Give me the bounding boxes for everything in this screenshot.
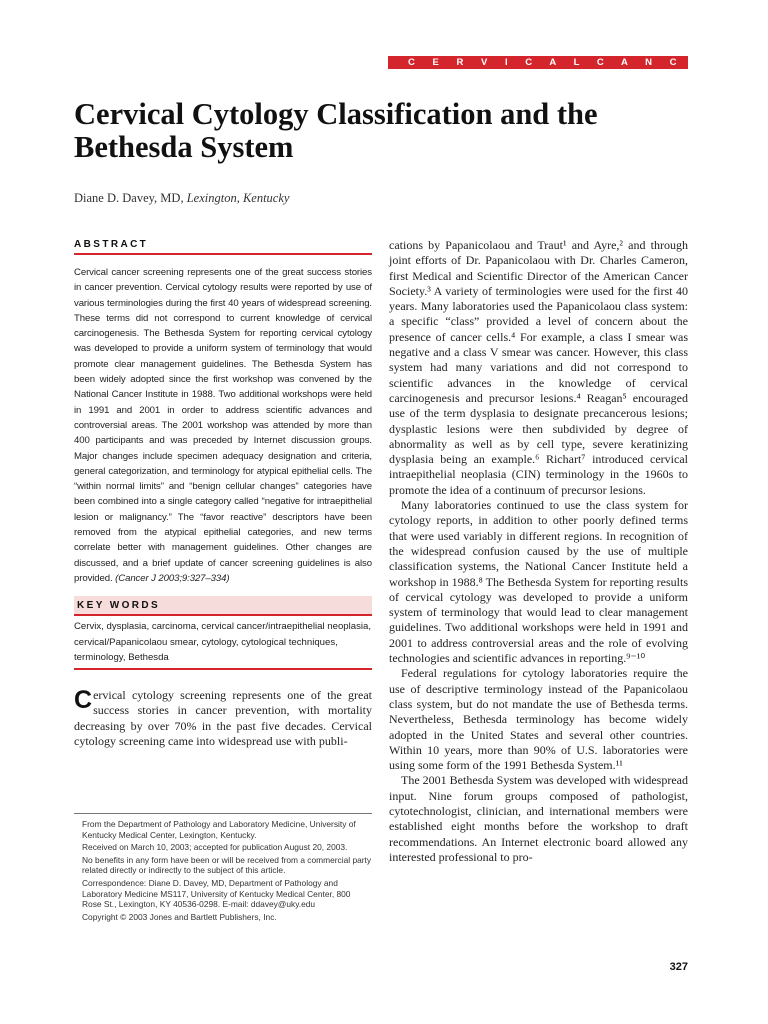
footnote-affiliation: From the Department of Pathology and Laboratory Medicine, University of Kentucky Medical Center, Lexington, Kentucky. [82, 819, 356, 840]
abstract-heading: ABSTRACT [74, 239, 372, 255]
body-paragraph: Federal regulations for cytology laboratories require the use of descriptive terminology instead of the Papanicolaou class system, but do not mandate the use of Bethesda terms. Nevertheless, Bethesda terminology has become widely adopted in the United States and several other countries. Within 10 years, more than 90% of U.S. laboratories were using some form of the 1991 Bethesda System.¹¹ [389, 666, 688, 773]
author-name: Diane D. Davey, MD, [74, 191, 184, 205]
section-label: C E R V I C A L C A N C E R [388, 56, 688, 69]
keywords-heading: KEY WORDS [74, 596, 372, 616]
keywords-body: Cervix, dysplasia, carcinoma, cervical cancer/intraepithelial neoplasia, cervical/Papanicolaou smear, cytology, cytological techniques, terminology, Bethesda [74, 619, 372, 670]
page-number: 327 [669, 961, 688, 973]
footnote-correspondence: Correspondence: Diane D. Davey, MD, Department of Pathology and Laboratory Medicine MS117, University of Kentucky Medical Center, 800 Rose St., Lexington, KY 40536-0298. E-mail: ddavey@uky.edu [82, 877, 351, 910]
footnote-block [74, 813, 372, 924]
body-paragraph: Many laboratories continued to use the class system for cytology reports, in addition to other poorly defined terms that were used variably in different regions. In recognition of the widespread confusion caused by the use of multiple classification systems, the National Cancer Institute held a workshop in 1988.⁸ The Bethesda System for reporting results of cervical cytology was developed to provide a uniform system of terminology that would lead to clear management guidelines. Two additional workshops were held in 1991 and 2001 to address controversial areas and the role of evolving technologies and scientific advances in reporting.⁹⁻¹⁰ [389, 498, 688, 666]
body-paragraph: cations by Papanicolaou and Traut¹ and Ayre,² and through joint efforts of Dr. Papanicolaou with Dr. Charles Cameron, first Medical and Scientific Director of the American Cancer Society.³ A variety of terminologies were used for the first 40 years. Many laboratories used the Papanicolaou class system: a specific “class” provided a level of concern about the presence of cancer cells.⁴ For example, a class I smear was negative and a class V smear was cancer. However, this class system had many variations and did not correspond to scientific advances in the knowledge of cervical carcinogenesis and precursor lesions.⁴ Reagan⁵ encouraged use of the term dysplasia to designate precancerous lesions; dysplastic lesions were then subdivided by degree of abnormality as well as by cell type, severe keratinizing dysplasia being an example.⁶ Richart⁷ introduced cervical intraepithelial neoplasia (CIN) terminology in the 1960s to promote the idea of a continuum of precursor lesions. [389, 238, 688, 497]
abstract-text: Cervical cancer screening represents one of the great success stories in cancer prevention. Cervical cytology results were reported by use of various terminologies during the first 40 years of widespread screening. These terms did not correspond to current knowledge of cervical carcinogenesis. The Bethesda System for reporting cervical cytology was developed to provide a uniform system of terminology that would promote clear management guidelines. The Bethesda System has been widely adopted since the first workshop was convened by the National Cancer Institute in 1988. Two additional workshops were held in 1991 and 2001 in order to address scientific advances and controversial areas. The 2001 workshop was attended by more than 400 participants and was preceded by Internet discussion groups. Major changes include specimen adequacy designation and criteria, general categorization, and terminology for atypical epithelial cells. The “within normal limits” and “benign cellular changes” categories have been combined into a single category called “negative for intraepithelial lesion or malignancy.” The “favor reactive” descriptors have been removed from the atypical epithelial categories, and new terms correlate better with management guidelines. Other changes are discussed, and a brief update of cancer screening guidelines is also provided. [74, 267, 372, 584]
footnote-disclosure: No benefits in any form have been or will be received from a commercial party related directly or indirectly to the subject of this article. [82, 854, 372, 876]
intro-paragraph [74, 688, 372, 749]
author-line [74, 191, 289, 206]
footnote-copyright: Copyright © 2003 Jones and Bartlett Publishers, Inc. [82, 911, 277, 922]
intro-text: ervical cytology screening represents one of the great success stories in cancer prevention, with mortality decreasing by over 70% in the past five decades. Cervical cytology screening came into widespread use with publi- [74, 688, 372, 749]
abstract-citation: (Cancer J 2003;9:327–334) [115, 572, 230, 584]
footnote-dates: Received on March 10, 2003; accepted for publication August 20, 2003. [82, 842, 348, 853]
right-column [389, 238, 688, 865]
drop-cap: C [74, 686, 93, 715]
body-paragraph: The 2001 Bethesda System was developed with widespread input. Nine forum groups composed of pathologist, cytotechnologist, clinician, and international members were established eight months before the workshop to draft recommendations. An Internet electronic board allowed any interested professional to pro- [389, 773, 688, 864]
article-title: Cervical Cytology Classification and the Bethesda System [74, 97, 598, 164]
left-column [74, 239, 372, 749]
author-location: Lexington, Kentucky [186, 191, 290, 205]
abstract-body [74, 265, 372, 586]
